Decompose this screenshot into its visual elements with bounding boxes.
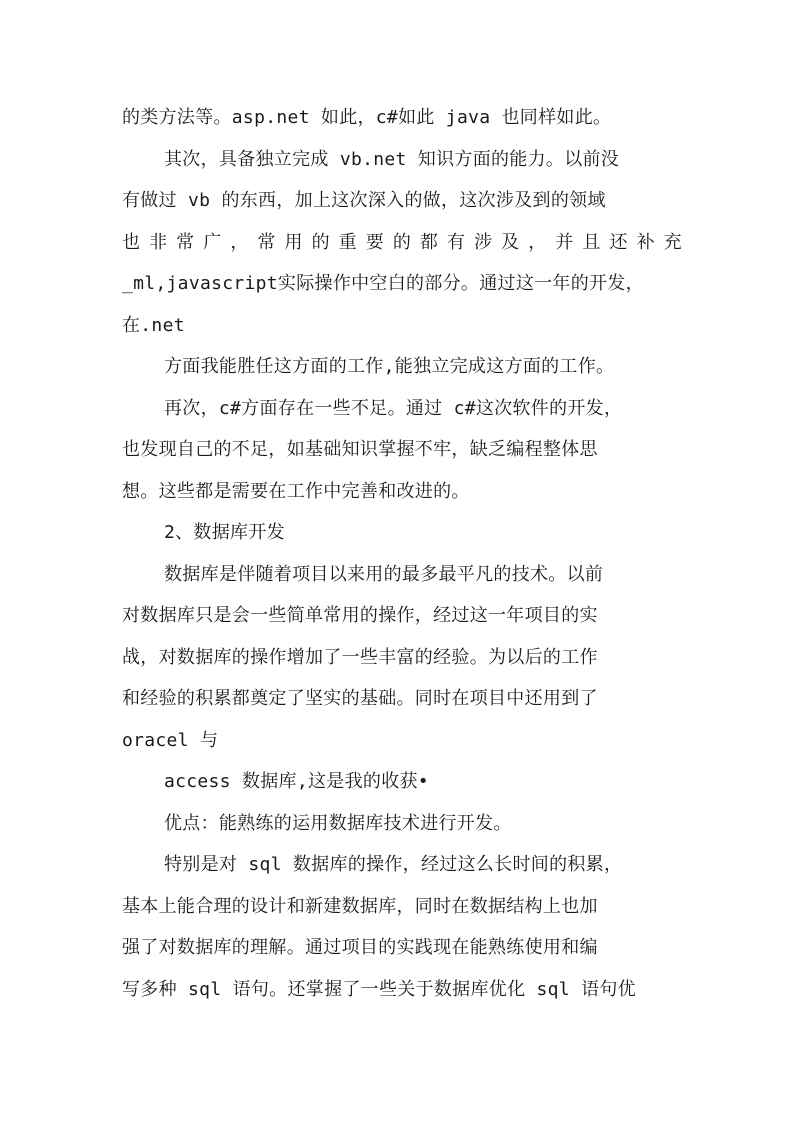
text-line: oracel 与 [122, 730, 219, 751]
text-line: 方面我能胜任这方面的工作,能独立完成这方面的工作。 [164, 356, 615, 377]
text-line: 数据库是伴随着项目以来用的最多最平凡的技术。以前 [164, 564, 604, 585]
text-line: 战，对数据库的操作增加了一些丰富的经验。为以后的工作 [122, 647, 598, 668]
text-line: 有做过 vb 的东西，加上这次深入的做，这次涉及到的领域 [122, 190, 606, 211]
text-line: 也非常广，常用的重要的都有涉及，并且还补充 [122, 232, 682, 253]
text-line: 特别是对 sql 数据库的操作，经过这么长时间的积累， [164, 854, 623, 875]
text-line: 优点：能熟练的运用数据库技术进行开发。 [164, 813, 512, 834]
text-line: 也发现自己的不足，如基础知识掌握不牢，缺乏编程整体思 [122, 439, 598, 460]
text-line: 基本上能合理的设计和新建数据库，同时在数据结构上也加 [122, 896, 598, 917]
section-heading: 2、数据库开发 [164, 522, 285, 543]
text-line: access 数据库,这是我的收获• [164, 771, 429, 792]
text-line: 的类方法等。asp.net 如此，c#如此 java 也同样如此。 [122, 107, 612, 128]
text-line: 再次，c#方面存在一些不足。通过 c#这次软件的开发， [164, 398, 623, 419]
text-line: 在.net [122, 315, 185, 336]
text-line: 对数据库只是会一些简单常用的操作，经过这一年项目的实 [122, 605, 598, 626]
text-line: 写多种 sql 语句。还掌握了一些关于数据库优化 sql 语句优 [122, 979, 636, 1000]
text-line: 强了对数据库的理解。通过项目的实践现在能熟练使用和编 [122, 937, 598, 958]
text-line: _ml,javascript实际操作中空白的部分。通过这一年的开发， [122, 273, 644, 294]
text-line: 其次，具备独立完成 vb.net 知识方面的能力。以前没 [164, 149, 620, 170]
text-line: 想。这些都是需要在工作中完善和改进的。 [122, 481, 470, 502]
text-line: 和经验的积累都奠定了坚实的基础。同时在项目中还用到了 [122, 688, 598, 709]
